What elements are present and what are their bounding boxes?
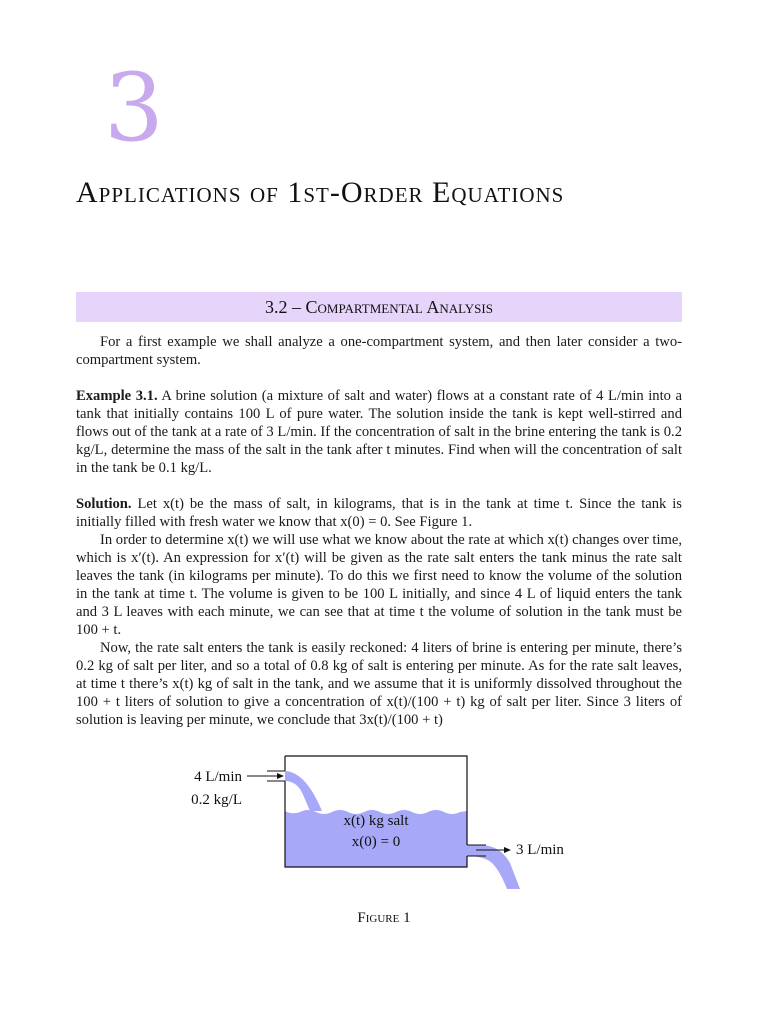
figure-caption: Figure 1 [357,910,411,926]
inflow-rate-label: 4 L/min [194,769,242,785]
tank-initial-label: x(0) = 0 [351,834,401,850]
intro-paragraph: For a first example we shall analyze a one-compartment system, and then later consider a two-compartment system. [76,334,682,368]
tank-diagram [0,745,768,905]
tank-salt-label: x(t) kg salt [343,813,409,829]
document-body [76,333,682,729]
outflow-stream [467,845,520,889]
solution-paragraph-2: In order to determine x(t) we will use what we know about the rate at which x(t) changes over time, which is x′(t). An expression for x′(t) will be given as the rate salt enters the tank minus the rate salt leaves the tank (in kilograms per minute). To do this we first need to know the volume of the solution in the tank at time t. The volume is given to be 100 L initially, and since 4 L of liquid enters the tank and 3 L leaves with each minute, we can see that at time t the volume of solution in the tank must be 100 + t. [76,532,682,638]
outflow-rate-label: 3 L/min [516,842,564,858]
inflow-concentration-label: 0.2 kg/L [191,792,242,808]
example-paragraph [76,387,682,477]
solution-text-1: Let x(t) be the mass of salt, in kilograms, that is in the tank at time t. Since the tank is initially filled with fresh water we know that x(0) = 0. See Figure 1. [76,496,682,530]
inflow-stream [285,771,322,811]
section-header [76,292,682,322]
section-title: 3.2 – Compartmental Analysis [265,296,493,317]
example-text: A brine solution (a mixture of salt and water) flows at a constant rate of 4 L/min into a tank that initially contains 100 L of pure water. The solution inside the tank is kept well-stirred and flows out of the tank at a rate of 3 L/min. If the concentration of salt in the brine entering the tank is 0.2 kg/L, determine the mass of the salt in the tank after t minutes. Find when will the concentration of salt in the tank be 0.1 kg/L. [76,388,683,476]
solution-label: Solution. [76,496,132,512]
example-label: Example 3.1. [76,388,158,404]
solution-paragraph-1 [76,495,682,531]
chapter-number: 3 [104,54,164,163]
solution-paragraph-3: Now, the rate salt enters the tank is easily reckoned: 4 liters of brine is entering per minute, there’s 0.2 kg of salt per liter, and so a total of 0.8 kg of salt is entering per minute. As for the rate salt leaves, at time t there’s x(t) kg of salt in the tank, and we assume that it is uniformly dissolved throughout the 100 + t liters of solution to give a concentration of x(t)/(100 + t) kg of salt per liter. Since 3 liters of solution is leaving per minute, we conclude that 3x(t)/(100 + t) [76,640,682,728]
chapter-title: Applications of 1st-Order Equations [76,176,565,209]
